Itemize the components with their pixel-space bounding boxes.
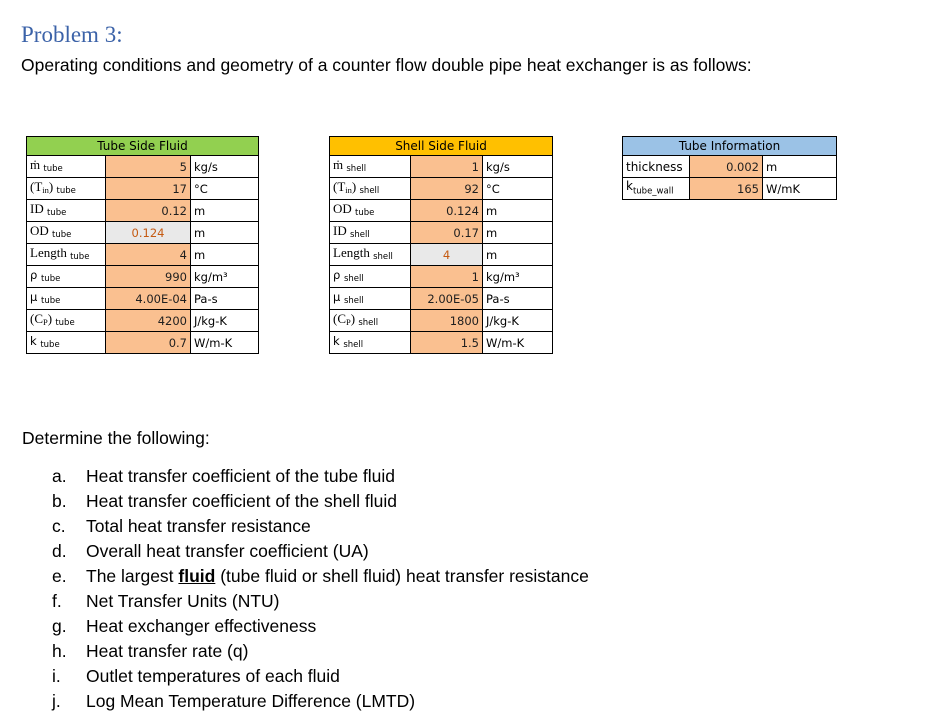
tube-side-unit: m xyxy=(191,200,259,222)
tube-side-value: 5 xyxy=(106,156,191,178)
question-text: Total heat transfer resistance xyxy=(86,516,311,536)
determine-heading: Determine the following: xyxy=(22,428,210,448)
shell-side-row xyxy=(330,222,553,244)
shell-side-value: 0.124 xyxy=(411,200,483,222)
label-subscript: tube xyxy=(56,185,76,196)
label-subscript: tube xyxy=(55,317,75,328)
shell-side-label xyxy=(330,200,411,222)
shell-side-value: 1.5 xyxy=(411,332,483,354)
symbol-subscript: in xyxy=(42,184,49,195)
shell-side-unit: kg/m³ xyxy=(483,266,553,288)
shell-side-unit: m xyxy=(483,200,553,222)
shell-side-unit: Pa-s xyxy=(483,288,553,310)
label-subscript: tube xyxy=(46,207,67,218)
tube-info-label xyxy=(623,156,690,178)
symbol-close: ) xyxy=(350,310,356,326)
symbol: ID xyxy=(30,200,44,216)
shell-side-unit: m xyxy=(483,244,553,266)
question-marker: a. xyxy=(52,466,67,486)
tube-info-label xyxy=(623,178,690,200)
symbol-close: ) xyxy=(47,310,53,326)
tube-side-unit: °C xyxy=(191,178,259,200)
tube-info-header: Tube Information xyxy=(623,137,837,156)
label-subscript: shell xyxy=(358,317,379,328)
symbol: ID xyxy=(333,222,347,238)
question-list xyxy=(52,464,589,714)
symbol: ṁ xyxy=(333,156,344,172)
problem-title: Problem 3: xyxy=(21,22,123,47)
shell-side-unit: J/kg-K xyxy=(483,310,553,332)
question-item xyxy=(52,464,589,489)
tube-side-value: 0.12 xyxy=(106,200,191,222)
tube-side-header: Tube Side Fluid xyxy=(27,137,259,156)
label-subscript: shell xyxy=(349,229,370,240)
tube-side-label xyxy=(27,178,106,200)
question-item xyxy=(52,589,589,614)
shell-side-label xyxy=(330,222,411,244)
question-marker: f. xyxy=(52,591,62,611)
tube-side-row xyxy=(27,288,259,310)
shell-side-unit: °C xyxy=(483,178,553,200)
label-subscript: tube xyxy=(355,207,375,218)
symbol: Length xyxy=(30,244,67,260)
shell-side-value: 4 xyxy=(411,244,483,266)
shell-side-label xyxy=(330,244,411,266)
tube-side-unit: J/kg-K xyxy=(191,310,259,332)
label-subscript: shell xyxy=(359,185,380,196)
label-subscript: tube xyxy=(40,273,61,284)
tube-side-unit: kg/s xyxy=(191,156,259,178)
shell-side-value: 1 xyxy=(411,266,483,288)
shell-side-unit: W/m-K xyxy=(483,332,553,354)
info-label-text: k xyxy=(626,179,633,193)
symbol: Length xyxy=(333,244,370,260)
tube-info-value: 0.002 xyxy=(690,156,763,178)
symbol-subscript: P xyxy=(346,316,351,327)
symbol: μ xyxy=(30,289,38,304)
tube-side-unit: m xyxy=(191,244,259,266)
shell-side-value: 1 xyxy=(411,156,483,178)
tube-side-unit: m xyxy=(191,222,259,244)
question-item xyxy=(52,564,589,589)
info-label-subscript: tube_wall xyxy=(632,186,674,197)
tube-side-label xyxy=(27,200,106,222)
question-item xyxy=(52,614,589,639)
tube-side-label xyxy=(27,244,106,266)
tube-side-row xyxy=(27,222,259,244)
question-text-pre: The largest xyxy=(86,566,179,586)
shell-side-unit: kg/s xyxy=(483,156,553,178)
tube-side-unit: W/m-K xyxy=(191,332,259,354)
shell-side-label xyxy=(330,156,411,178)
tube-side-label xyxy=(27,266,106,288)
tube-side-row xyxy=(27,244,259,266)
question-marker: c. xyxy=(52,516,66,536)
question-text: Heat transfer coefficient of the tube fluid xyxy=(86,466,396,486)
question-marker: h. xyxy=(52,641,67,661)
tube-side-value: 0.7 xyxy=(106,332,191,354)
question-text-post: (tube fluid or shell fluid) heat transfer resistance xyxy=(215,566,589,586)
question-emphasis: fluid xyxy=(178,566,216,586)
question-marker: b. xyxy=(52,491,67,511)
symbol: OD xyxy=(30,222,49,238)
question-item xyxy=(52,489,589,514)
symbol: OD xyxy=(333,200,352,216)
tube-side-row xyxy=(27,310,259,332)
tube-side-value: 4.00E-04 xyxy=(106,288,191,310)
shell-side-row xyxy=(330,244,553,266)
question-marker: j. xyxy=(52,691,61,711)
label-subscript: tube xyxy=(43,163,63,174)
problem-intro: Operating conditions and geometry of a counter flow double pipe heat exchanger is as follows: xyxy=(21,55,752,75)
tube-info-row xyxy=(623,178,837,200)
question-item xyxy=(52,639,589,664)
tube-info-unit: m xyxy=(763,156,837,178)
symbol: μ xyxy=(333,289,341,304)
symbol-subscript: in xyxy=(345,184,352,195)
tube-side-label xyxy=(27,332,106,354)
question-marker: g. xyxy=(52,616,67,636)
symbol: ρ xyxy=(333,267,341,282)
shell-side-row xyxy=(330,178,553,200)
label-subscript: tube xyxy=(52,229,72,240)
tube-side-label xyxy=(27,222,106,244)
symbol: k xyxy=(333,333,340,348)
tube-side-value: 4200 xyxy=(106,310,191,332)
symbol: (C xyxy=(333,310,346,326)
tube-side-label xyxy=(27,156,106,178)
tube-side-row xyxy=(27,332,259,354)
tube-side-row xyxy=(27,156,259,178)
shell-side-row xyxy=(330,310,553,332)
symbol: ρ xyxy=(30,267,38,282)
shell-side-row xyxy=(330,156,553,178)
question-text: Outlet temperatures of each fluid xyxy=(86,666,340,686)
question-item xyxy=(52,514,589,539)
shell-side-table xyxy=(329,136,553,354)
info-label-text: thickness xyxy=(626,159,683,174)
question-item xyxy=(52,539,589,564)
question-marker: i. xyxy=(52,666,61,686)
label-subscript: shell xyxy=(346,163,367,174)
tube-side-table xyxy=(26,136,259,354)
tube-side-label xyxy=(27,310,106,332)
tube-side-unit: kg/m³ xyxy=(191,266,259,288)
question-marker: e. xyxy=(52,566,67,586)
tube-side-value: 4 xyxy=(106,244,191,266)
question-text: Net Transfer Units (NTU) xyxy=(86,591,280,611)
symbol: (T xyxy=(333,178,346,194)
label-subscript: tube xyxy=(40,295,61,306)
symbol: ṁ xyxy=(30,156,41,172)
shell-side-row xyxy=(330,200,553,222)
symbol-close: ) xyxy=(351,178,357,194)
question-item xyxy=(52,689,589,714)
shell-side-label xyxy=(330,288,411,310)
shell-side-label xyxy=(330,178,411,200)
label-subscript: shell xyxy=(343,339,364,350)
symbol: (C xyxy=(30,310,43,326)
shell-side-row xyxy=(330,288,553,310)
question-text: Heat transfer coefficient of the shell fluid xyxy=(86,491,397,511)
question-text: Heat transfer rate (q) xyxy=(86,641,249,661)
label-subscript: shell xyxy=(343,295,364,306)
label-subscript: tube xyxy=(70,251,90,262)
question-item xyxy=(52,664,589,689)
tube-side-value: 0.124 xyxy=(106,222,191,244)
question-text: Heat exchanger effectiveness xyxy=(86,616,317,636)
tube-info-table xyxy=(622,136,837,200)
tube-side-value: 990 xyxy=(106,266,191,288)
shell-side-label xyxy=(330,266,411,288)
question-text: Log Mean Temperature Difference (LMTD) xyxy=(86,691,416,711)
question-text: Overall heat transfer coefficient (UA) xyxy=(86,541,369,561)
shell-side-value: 1800 xyxy=(411,310,483,332)
tube-side-row xyxy=(27,200,259,222)
shell-side-value: 0.17 xyxy=(411,222,483,244)
shell-side-label xyxy=(330,332,411,354)
label-subscript: tube xyxy=(40,339,60,350)
tube-side-value: 17 xyxy=(106,178,191,200)
tube-side-unit: Pa-s xyxy=(191,288,259,310)
tube-side-row xyxy=(27,266,259,288)
tube-side-label xyxy=(27,288,106,310)
label-subscript: shell xyxy=(373,251,393,262)
tube-info-row xyxy=(623,156,837,178)
shell-side-label xyxy=(330,310,411,332)
shell-side-value: 2.00E-05 xyxy=(411,288,483,310)
symbol-subscript: P xyxy=(43,316,48,327)
shell-side-value: 92 xyxy=(411,178,483,200)
tube-info-unit: W/mK xyxy=(763,178,837,200)
question-marker: d. xyxy=(52,541,67,561)
symbol: k xyxy=(30,333,37,348)
shell-side-header: Shell Side Fluid xyxy=(330,137,553,156)
tube-info-value: 165 xyxy=(690,178,763,200)
shell-side-row xyxy=(330,332,553,354)
symbol-close: ) xyxy=(48,178,54,194)
shell-side-row xyxy=(330,266,553,288)
label-subscript: shell xyxy=(343,273,364,284)
symbol: (T xyxy=(30,178,43,194)
shell-side-unit: m xyxy=(483,222,553,244)
tube-side-row xyxy=(27,178,259,200)
